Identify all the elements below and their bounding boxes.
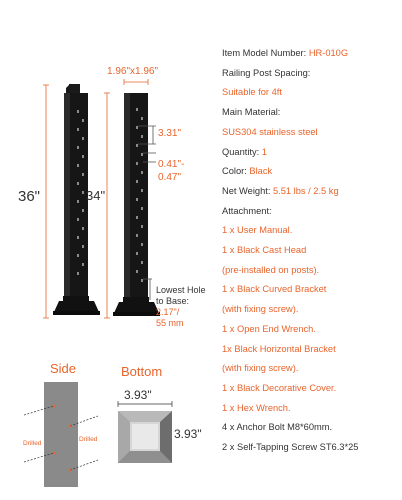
attachment-item: (with fixing screw).: [222, 304, 299, 315]
drilled-label-left: Drilled: [23, 440, 42, 447]
attachment-item: 1 x Black Curved Bracket: [222, 284, 327, 295]
dim-hole-offset: 0.41"- 0.47": [158, 159, 185, 183]
attachment-item: (pre-installed on posts).: [222, 264, 320, 275]
attachment-item: (with fixing screw).: [222, 363, 299, 374]
spec-model: Item Model Number: HR-010G: [222, 48, 349, 58]
drilled-label-right: Drilled: [79, 436, 98, 443]
dim-hole-spacing: 3.31": [158, 128, 182, 139]
attachment-item: 1 x Black Decorative Cover.: [222, 382, 337, 393]
spec-spacing-value: Suitable for 4ft: [222, 87, 282, 98]
dim-base-width: 3.93": [124, 388, 152, 402]
attachment-item: 1x Black Horizontal Bracket: [222, 343, 336, 354]
dim-total-height: 36": [18, 188, 41, 205]
attachment-item: 1 x Black Cast Head: [222, 245, 307, 256]
spec-quantity: Quantity: 1: [222, 146, 267, 157]
attachment-item: 1 x User Manual.: [222, 225, 293, 236]
side-view-drawing: [0, 370, 110, 500]
dim-lowest-hole-label: Lowest Hole to Base:: [156, 285, 206, 306]
dim-top-width: 1.96"x1.96": [107, 66, 159, 77]
bottom-view-title: Bottom: [121, 364, 163, 379]
spec-material-value: SUS304 stainless steel: [222, 126, 318, 137]
attachment-item: 1 x Open End Wrench.: [222, 323, 316, 334]
attachment-item: 1 x Hex Wrench.: [222, 402, 291, 413]
spec-spacing-label: Railing Post Spacing:: [222, 67, 311, 78]
spec-weight: Net Weight: 5.51 lbs / 2.5 kg: [222, 185, 339, 196]
bottom-view-drawing: [110, 390, 220, 500]
attachment-item: 4 x Anchor Bolt M8*60mm.: [222, 422, 333, 433]
dim-lowest-hole-value: 2.17"/ 55 mm: [156, 307, 184, 328]
spec-color: Color: Black: [222, 166, 273, 177]
spec-attachment-label: Attachment:: [222, 205, 272, 216]
side-view-title: Side: [50, 361, 77, 376]
spec-list: [222, 44, 402, 458]
dim-base-depth: 3.93": [174, 427, 202, 441]
spec-material-label: Main Material:: [222, 107, 281, 118]
attachment-item: 2 x Self-Tapping Screw ST6.3*25: [222, 442, 359, 453]
dim-post-height: 34": [86, 188, 106, 203]
